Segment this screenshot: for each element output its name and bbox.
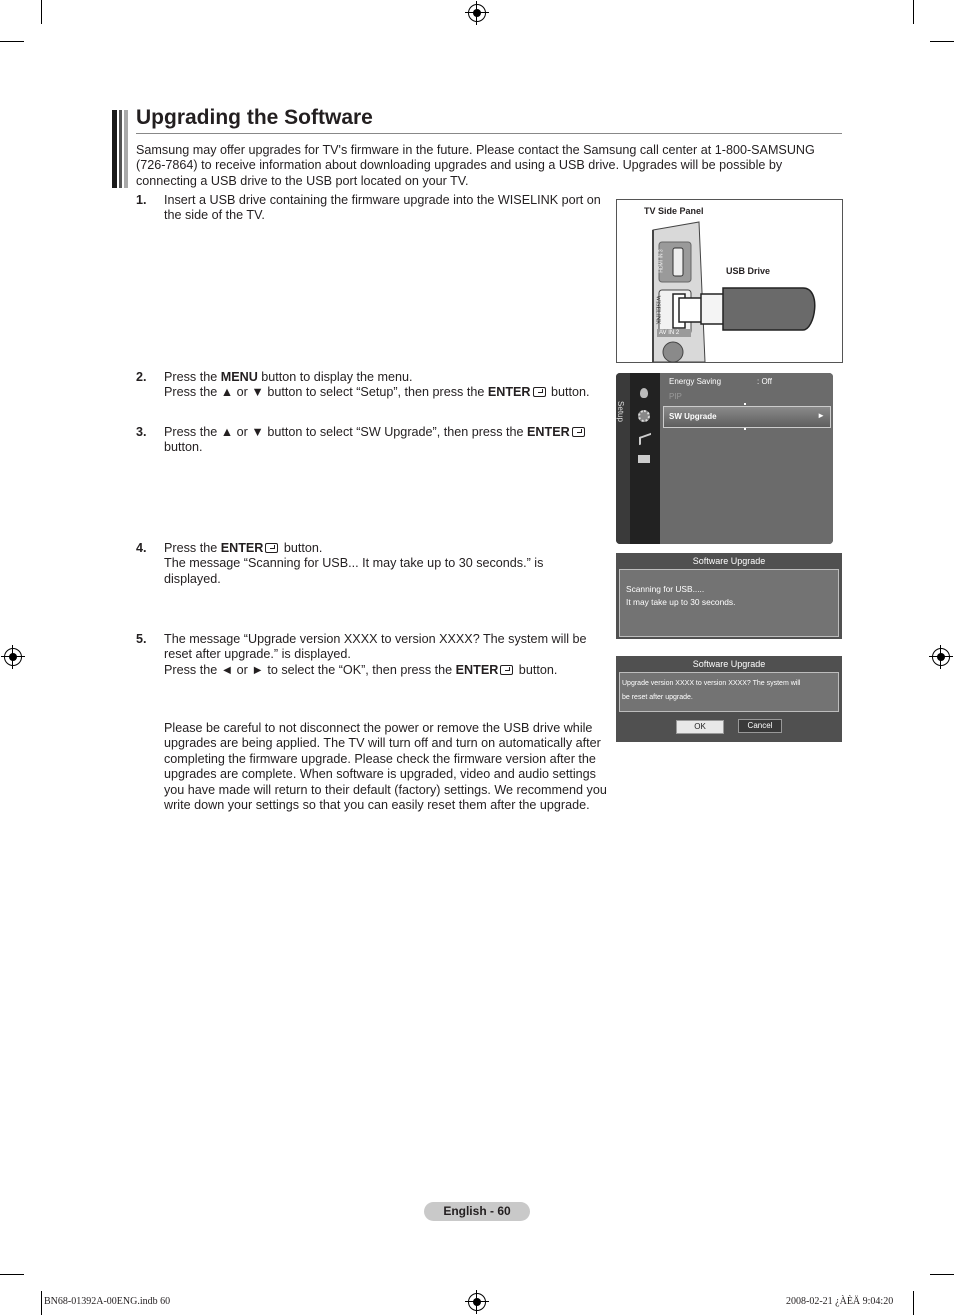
menu-item-sw-upgrade[interactable]: SW Upgrade ► xyxy=(663,406,831,428)
enter-icon xyxy=(533,387,546,397)
dialog-title: Software Upgrade xyxy=(692,659,766,669)
registration-mark-icon xyxy=(932,648,950,666)
title-accent-bar xyxy=(112,110,128,188)
step-number: 1. xyxy=(136,193,147,207)
title-divider xyxy=(136,133,842,134)
hdmi-port-label: HDMI IN 3 xyxy=(658,249,665,273)
scanning-message: It may take up to 30 seconds. xyxy=(626,597,736,607)
crop-mark xyxy=(913,0,914,24)
gear-icon xyxy=(638,410,650,422)
crop-mark xyxy=(0,1274,24,1275)
ok-button[interactable]: OK xyxy=(676,720,724,734)
arrow-right-icon: ► xyxy=(817,411,825,420)
upgrade-confirm-dialog xyxy=(616,656,842,742)
enter-icon xyxy=(500,665,513,675)
upgrade-message: be reset after upgrade. xyxy=(622,694,693,701)
scanning-dialog xyxy=(616,553,842,639)
step-1-text: Insert a USB drive containing the firmware upgrade into the WISELINK port on the side of the TV. xyxy=(164,193,601,223)
crop-mark xyxy=(930,41,954,42)
av-in-label: AV IN 2 xyxy=(659,330,680,336)
usb-drive-label: USB Drive xyxy=(726,266,771,276)
setup-menu-screen xyxy=(616,373,833,544)
menu-item-pip[interactable]: PIP xyxy=(669,392,682,401)
tv-side-panel-label: TV Side Panel xyxy=(644,206,704,216)
setup-side-label: Setup xyxy=(616,401,625,422)
crop-mark xyxy=(0,41,24,42)
step-4-text: Press the ENTER button. The message “Scanning for USB... It may take up to 30 seconds.” is displayed. xyxy=(164,541,544,586)
step-number: 2. xyxy=(136,370,147,384)
setup-menu-list xyxy=(660,373,833,544)
caution-paragraph: Please be careful to not disconnect the power or remove the USB drive while upgrades are being applied. The TV will turn off and turn on automatically after completing the firmware upgrade. Please check the firmware version after the upgrades are complete. When software is upgraded, video and audio settings you have made will return to their default (factory) settings. We recommend you write down your settings so that you can easily reset them after the upgrade. xyxy=(164,721,607,813)
usb-insertion-illustration xyxy=(617,200,842,362)
step-number: 3. xyxy=(136,425,147,439)
dialog-title: Software Upgrade xyxy=(692,556,766,566)
step-3-text: Press the ▲ or ▼ button to select “SW Upgrade”, then press the ENTER button. xyxy=(164,425,609,456)
registration-mark-icon xyxy=(4,648,22,666)
menu-item-energy-saving[interactable]: Energy Saving xyxy=(669,377,722,386)
registration-mark-icon xyxy=(468,1293,486,1311)
enter-icon xyxy=(572,427,585,437)
crop-mark xyxy=(913,1291,914,1315)
crop-mark xyxy=(41,1291,42,1315)
step-number: 4. xyxy=(136,541,147,555)
page-title: Upgrading the Software xyxy=(136,106,373,129)
print-slug-left: BN68-01392A-00ENG.indb 60 xyxy=(44,1296,171,1307)
intro-paragraph: Samsung may offer upgrades for TV's firmware in the future. Please contact the Samsung call center at 1-800-SAMSUNG (726-7864) to receive information about downloading upgrades and using a USB drive. Upgrades will be possible by connecting a USB drive to the USB port located on your TV. xyxy=(136,143,815,188)
energy-saving-value: : Off xyxy=(757,377,772,386)
scanning-message: Scanning for USB..... xyxy=(626,584,705,594)
crop-mark xyxy=(41,0,42,24)
enter-icon xyxy=(265,543,278,553)
print-slug-right: 2008-02-21 ¿ÀÈÄ 9:04:20 xyxy=(786,1296,894,1307)
step-5-text: The message “Upgrade version XXXX to version XXXX? The system will be reset after upgrade.” is displayed. Press the ◄ or ► to select the “OK”, then press the ENTER button. xyxy=(164,632,587,677)
upgrade-message: Upgrade version XXXX to version XXXX? The system will xyxy=(622,680,801,687)
input-icon xyxy=(639,433,651,445)
crop-mark xyxy=(930,1274,954,1275)
wiselink-port-label: WISELINK xyxy=(654,295,661,325)
picture-icon xyxy=(640,388,648,398)
tv-side-panel-figure xyxy=(616,199,843,363)
application-icon xyxy=(638,455,650,463)
page-number-badge: English - 60 xyxy=(424,1202,530,1221)
registration-mark-icon xyxy=(468,4,486,22)
step-number: 5. xyxy=(136,632,147,646)
cancel-button[interactable]: Cancel xyxy=(738,719,782,733)
step-2-text: Press the MENU button to display the menu. Press the ▲ or ▼ button to select “Setup”, then press the ENTER button. xyxy=(164,370,590,400)
